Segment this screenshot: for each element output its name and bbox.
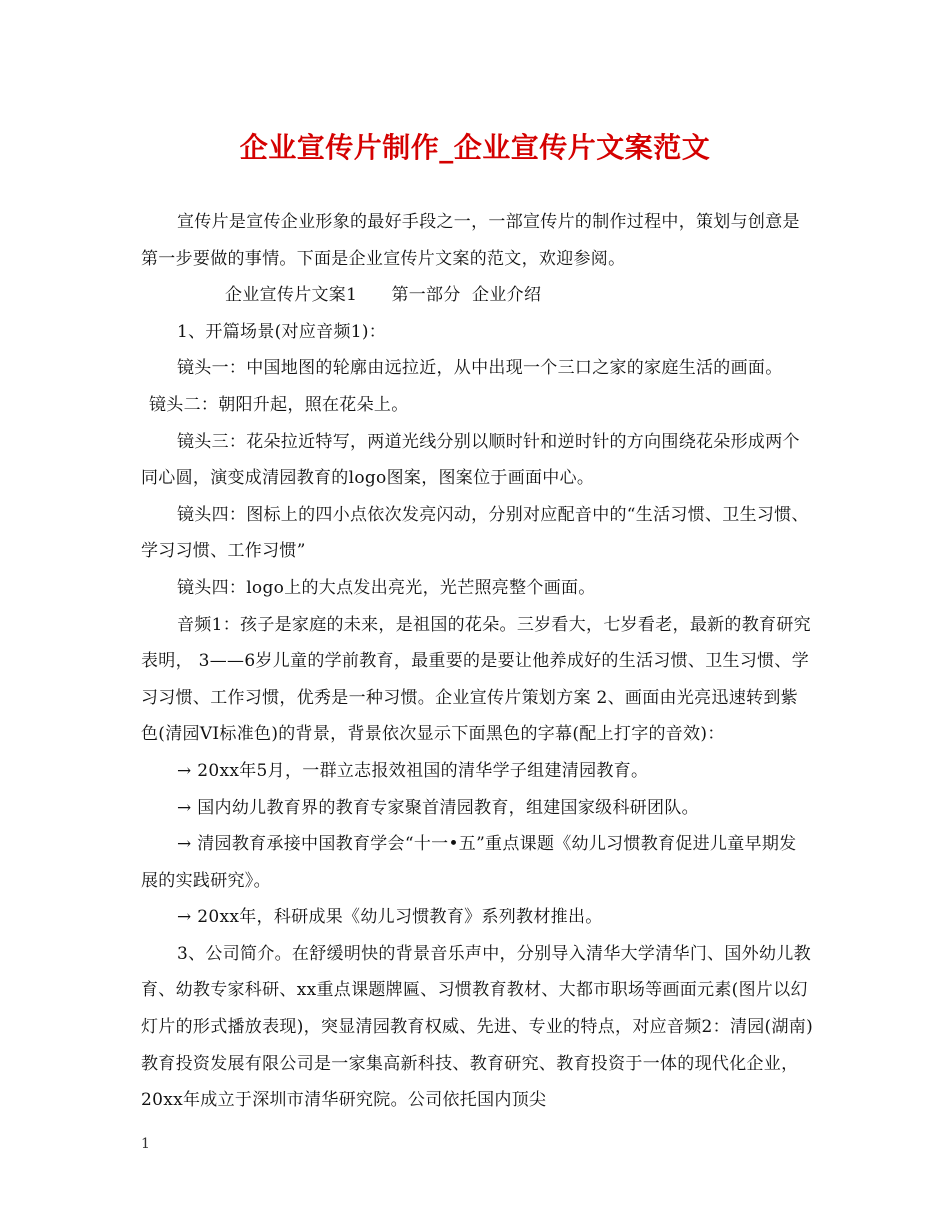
- section-heading: 企业宣传片文案1 第一部分 企业介绍: [225, 285, 542, 306]
- document-body: [141, 204, 813, 1119]
- audio-one-paragraph: 音频1：孩子是家庭的未来，是祖国的花朵。三岁看大，七岁看老，最新的教育研究表明， 3——6岁儿童的学前教育，最重要的是要让他养成好的生活习惯、卫生习惯、学习习惯、工作习惯，优秀是一种习惯。企业宣传片策划方案 2、画面由光亮迅速转到紫色(清园VI标准色)的背景，背景依次显示下面黑色的字幕(配上打字的音效)：: [141, 614, 811, 745]
- caption-item-2: → 国内幼儿教育界的教育专家聚首清园教育，组建国家级科研团队。: [177, 797, 699, 818]
- shot-four-logo-paragraph: 镜头四：logo上的大点发出亮光，光芒照亮整个画面。: [177, 577, 596, 598]
- shot-four-paragraph: 镜头四：图标上的四小点依次发亮闪动，分别对应配音中的“生活习惯、卫生习惯、学习习惯、工作习惯”: [141, 504, 809, 562]
- page-number: 1: [141, 1136, 150, 1152]
- shot-two-paragraph: 镜头二：朝阳升起，照在花朵上。: [149, 394, 409, 415]
- scene-heading: 1、开篇场景(对应音频1)：: [177, 321, 387, 342]
- caption-item-3: → 清园教育承接中国教育学会“十一•五”重点课题《幼儿习惯教育促进儿童早期发展的实践研究》。: [141, 834, 797, 891]
- shot-three-paragraph: 镜头三：花朵拉近特写，两道光线分别以顺时针和逆时针的方向围绕花朵形成两个同心圆，演变成清园教育的logo图案，图案位于画面中心。: [141, 431, 800, 489]
- intro-paragraph: 宣传片是宣传企业形象的最好手段之一，一部宣传片的制作过程中，策划与创意是第一步要做的事情。下面是企业宣传片文案的范文，欢迎参阅。: [141, 212, 800, 269]
- company-intro-paragraph: 3、公司简介。在舒缓明快的背景音乐声中，分别导入清华大学清华门、国外幼儿教育、幼教专家科研、xx重点课题牌匾、习惯教育教材、大都市职场等画面元素(图片以幻灯片的形式播放表现)，突显清园教育权威、先进、专业的特点，对应音频2：清园(湖南)教育投资发展有限公司是一家集高新科技、教育研究、教育投资于一体的现代化企业，20xx年成立于深圳市清华研究院。公司依托国内顶尖: [141, 943, 814, 1111]
- shot-one-paragraph: 镜头一：中国地图的轮廓由远拉近，从中出现一个三口之家的家庭生活的画面。: [177, 358, 783, 379]
- caption-item-4: → 20xx年，科研成果《幼儿习惯教育》系列教材推出。: [177, 907, 603, 928]
- document-title: 企业宣传片制作_企业宣传片文案范文: [239, 131, 711, 164]
- caption-item-1: → 20xx年5月，一群立志报效祖国的清华学子组建清园教育。: [177, 760, 649, 781]
